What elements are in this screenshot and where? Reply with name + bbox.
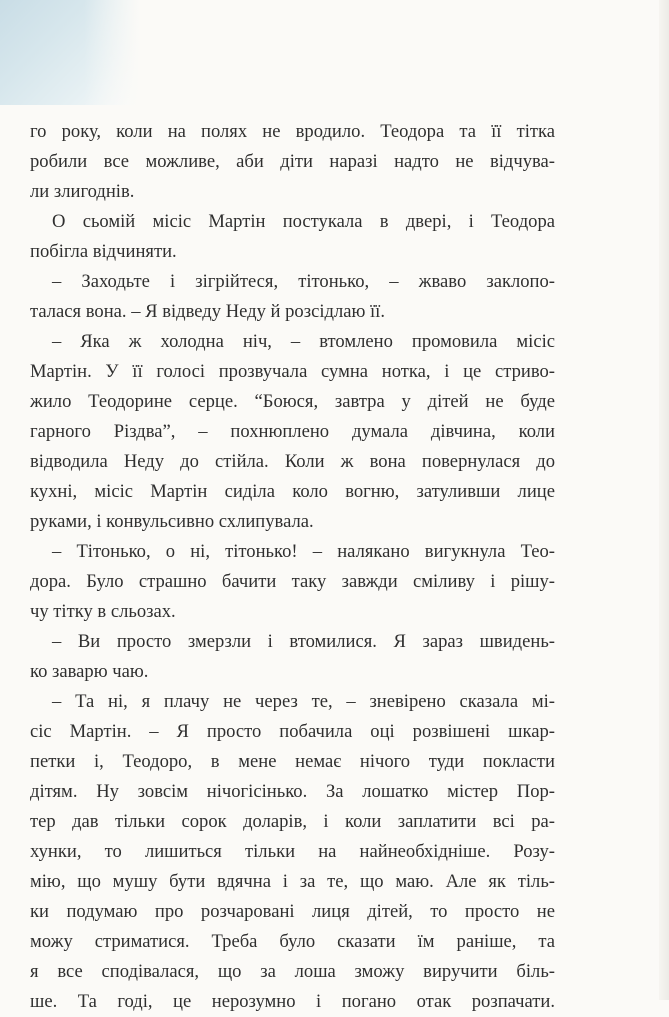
- text-line: Мартін. У її голосі прозвучала сумна нотка, і це стриво-: [30, 361, 555, 382]
- page-text: [30, 117, 555, 1017]
- text-line: ше. Та годі, це нерозумно і погано отак розпачати.: [30, 991, 555, 1012]
- text-line: жило Теодорине серце. “Боюся, завтра у дітей не буде: [30, 391, 555, 412]
- text-line: робили все можливе, аби діти наразі надто не відчува-: [30, 151, 555, 172]
- text-line: – Та ні, я плачу не через те, – зневірено сказала мі-: [52, 691, 555, 712]
- text-line: відводила Неду до стійла. Коли ж вона повернулася до: [30, 451, 555, 472]
- text-line: – Заходьте і зігрійтеся, тітонько, – жваво заклопо-: [52, 271, 555, 292]
- text-line: го року, коли на полях не вродило. Теодора та її тітка: [30, 121, 555, 142]
- text-line: тер дав тільки сорок доларів, і коли заплатити всі ра-: [30, 811, 555, 832]
- text-line: ко заварю чаю.: [30, 661, 149, 682]
- text-line: мію, що мушу бути вдячна і за те, що маю. Але як тіль-: [30, 871, 555, 892]
- text-line: – Ви просто змерзли і втомилися. Я зараз швидень-: [52, 631, 555, 652]
- text-line: можу стриматися. Треба було сказати їм раніше, та: [30, 931, 555, 952]
- text-line: О сьомій місіс Мартін постукала в двері, і Теодора: [52, 211, 555, 232]
- text-line: дора. Було страшно бачити таку завжди сміливу і рішу-: [30, 571, 555, 592]
- text-line: сіс Мартін. – Я просто побачила оці розвішені шкар-: [30, 721, 555, 742]
- text-line: – Тітонько, о ні, тітонько! – налякано вигукнула Тео-: [52, 541, 555, 562]
- page-edge: [659, 0, 669, 1000]
- text-line: кухні, місіс Мартін сиділа коло вогню, затуливши лице: [30, 481, 555, 502]
- text-line: чу тітку в сльозах.: [30, 601, 176, 622]
- text-line: ки подумаю про розчаровані лиця дітей, то просто не: [30, 901, 555, 922]
- text-line: побігла відчиняти.: [30, 241, 177, 262]
- text-line: талася вона. – Я відведу Неду й розсідлаю її.: [30, 301, 385, 322]
- text-line: руками, і конвульсивно схлипувала.: [30, 511, 314, 532]
- text-line: – Яка ж холодна ніч, – втомлено промовила місіс: [52, 331, 555, 352]
- text-line: ли злигоднів.: [30, 181, 135, 202]
- text-line: гарного Різдва”, – похнюплено думала дівчина, коли: [30, 421, 555, 442]
- text-line: петки і, Теодоро, в мене немає нічого туди покласти: [30, 751, 555, 772]
- text-line: я все сподівалася, що за лоша зможу виручити біль-: [30, 961, 555, 982]
- text-line: дітям. Ну зовсім нічогісінько. За лошатко містер Пор-: [30, 781, 555, 802]
- top-illustration-fragment: [0, 0, 140, 105]
- text-line: хунки, то лишиться тільки на найнеобхідніше. Розу-: [30, 841, 555, 862]
